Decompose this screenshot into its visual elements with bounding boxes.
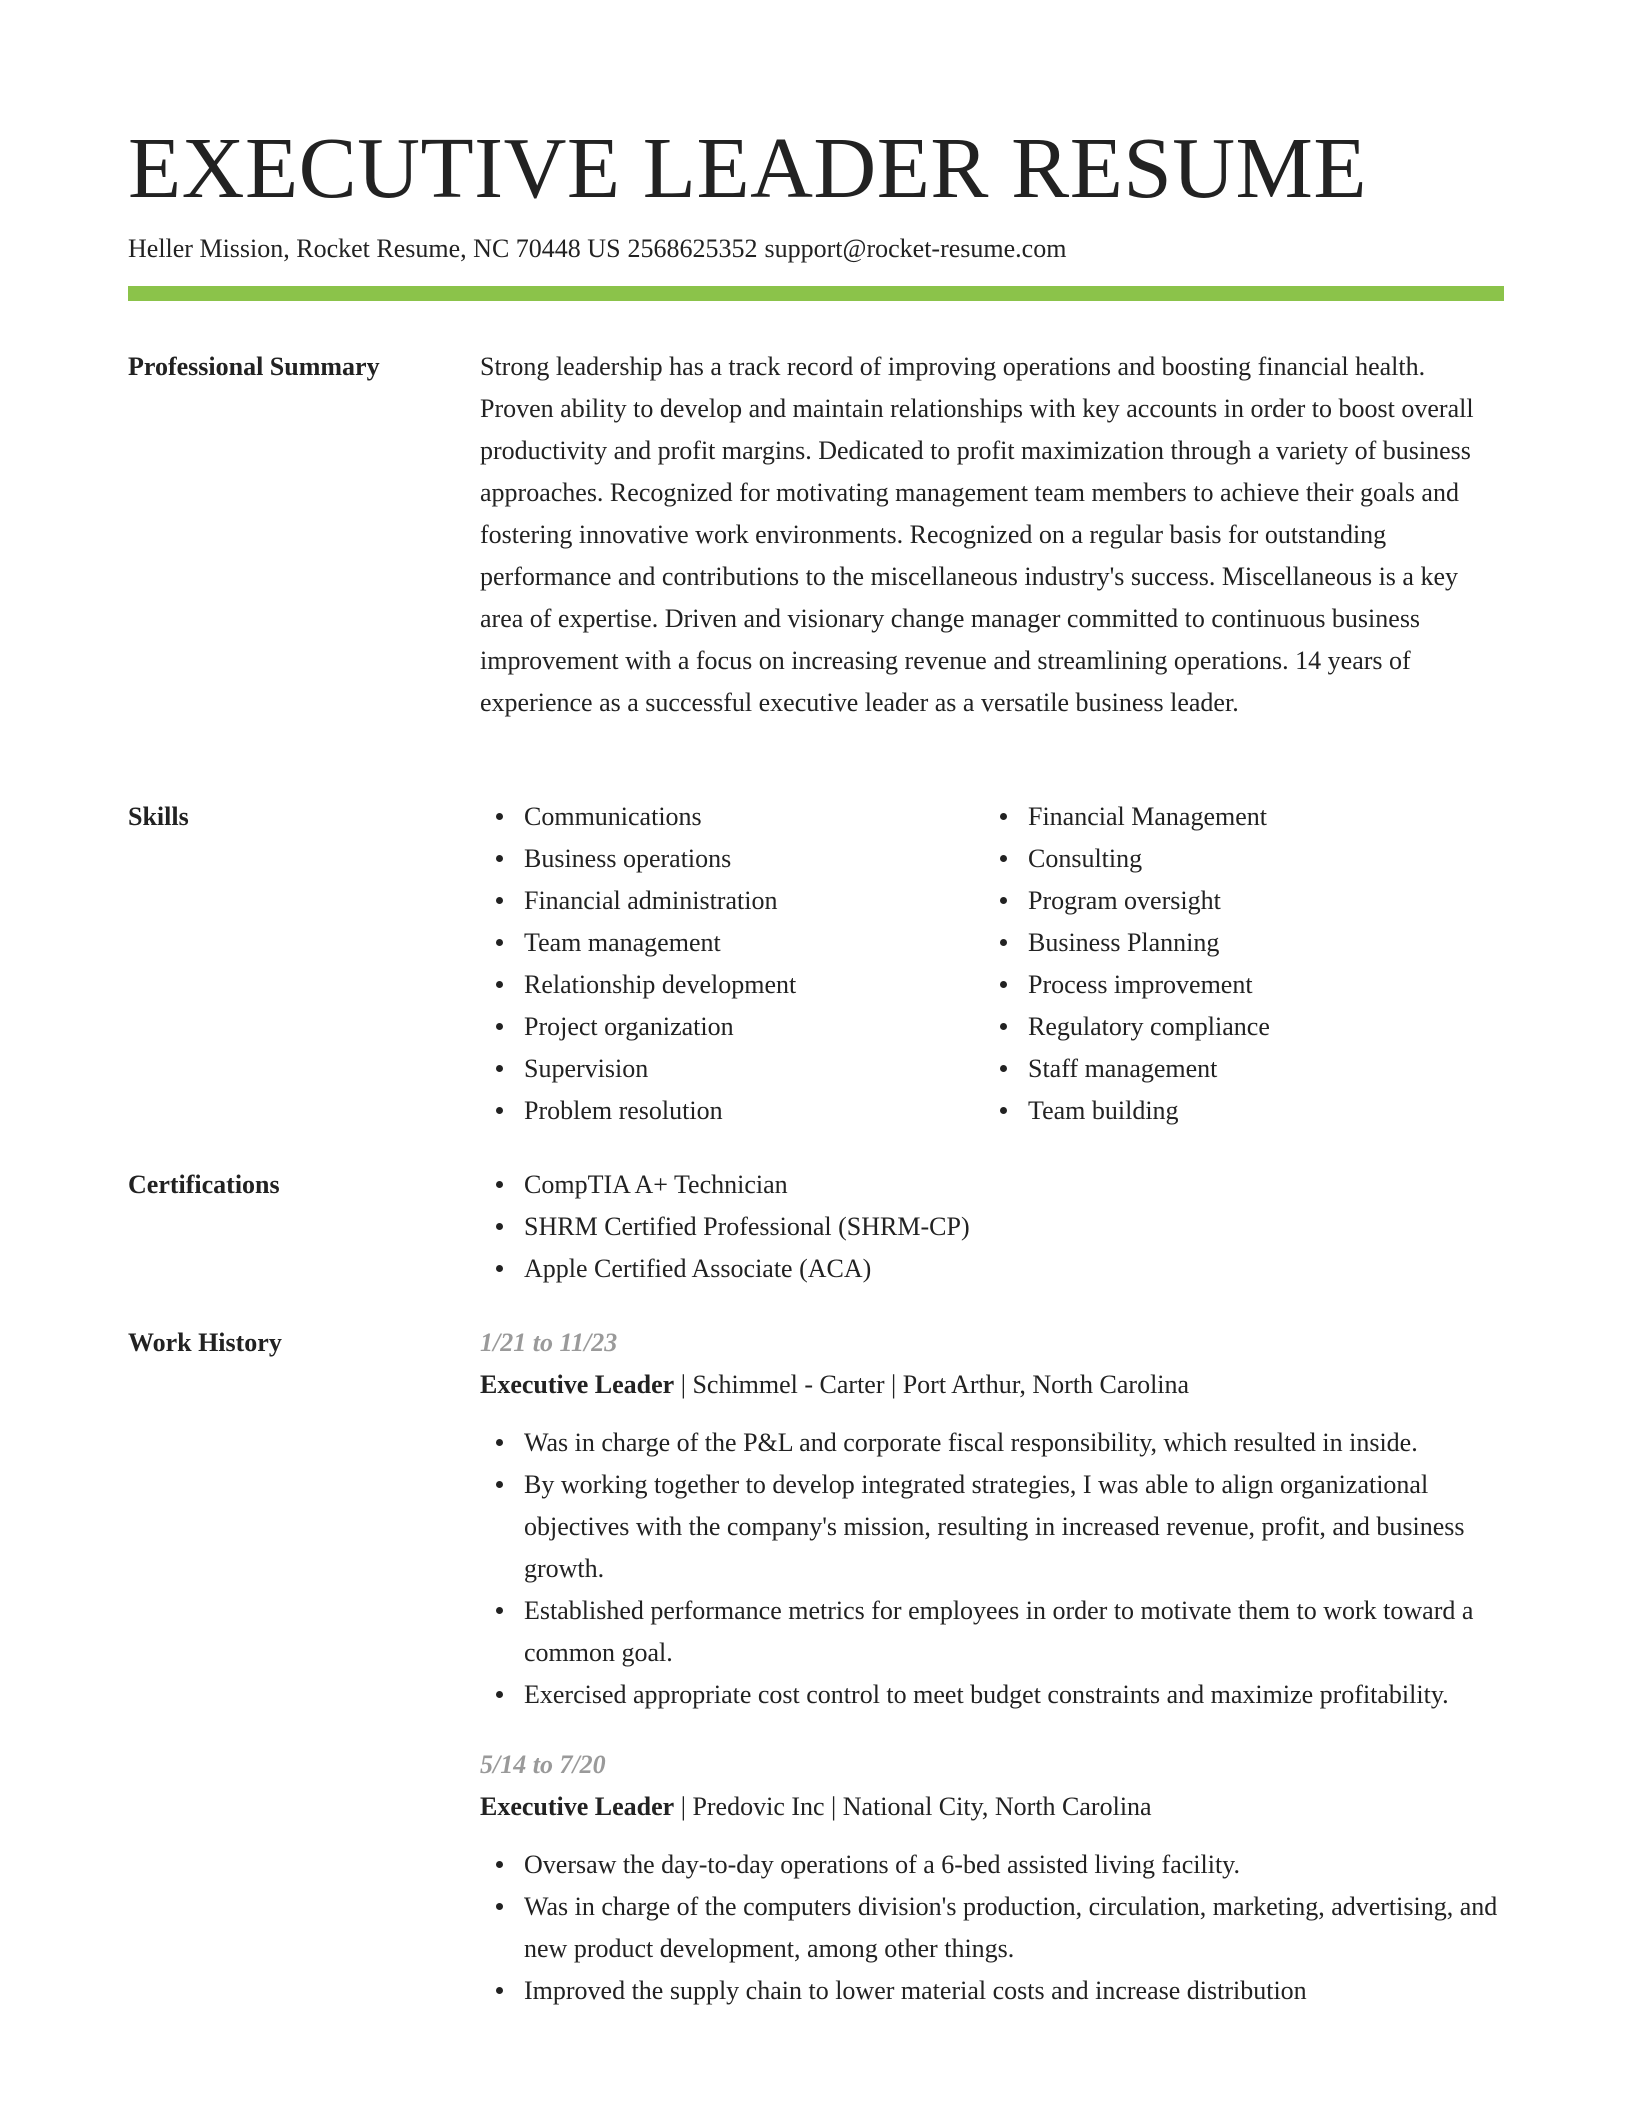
- header-divider: [128, 286, 1504, 301]
- job-bullet: Was in charge of the computers division's production, circulation, marketing, advertising, and new product development, among other things.: [480, 1886, 1504, 1970]
- job-title-line: [480, 1364, 1504, 1406]
- job-dates: 1/21 to 11/23: [480, 1328, 618, 1357]
- contact-address: Heller Mission, Rocket Resume, NC 70448 US: [128, 234, 621, 263]
- skill-item: Communications: [480, 796, 984, 838]
- job-bullet: By working together to develop integrated strategies, I was able to align organizational objectives with the company's mission, resulting in increased revenue, profit, and business growth.: [480, 1464, 1504, 1590]
- skills-label: Skills: [128, 802, 189, 831]
- summary-text: Strong leadership has a track record of improving operations and boosting financial health. Proven ability to develop and maintain relationships with key accounts in order to boost overall productivity and profit margins. Dedicated to profit maximization through a variety of business approaches. Recognized for motivating management team members to achieve their goals and fostering innovative work environments. Recognized on a regular basis for outstanding performance and contributions to the miscellaneous industry's success. Miscellaneous is a key area of expertise. Driven and visionary change manager committed to continuous business improvement with a focus on increasing revenue and streamlining operations. 14 years of experience as a successful executive leader as a versatile business leader.: [480, 352, 1474, 717]
- skill-item: Business Planning: [984, 922, 1488, 964]
- job-title: Executive Leader: [480, 1792, 675, 1821]
- job-details: | Schimmel - Carter | Port Arthur, North Carolina: [674, 1370, 1190, 1399]
- job-details: | Predovic Inc | National City, North Carolina: [674, 1792, 1152, 1821]
- contact-email: support@rocket-resume.com: [764, 234, 1067, 263]
- skills-list-right: [984, 796, 1488, 1132]
- work-history-label: Work History: [128, 1328, 282, 1357]
- skill-item: Staff management: [984, 1048, 1488, 1090]
- job-bullet: Was in charge of the P&L and corporate fiscal responsibility, which resulted in inside.: [480, 1422, 1504, 1464]
- contact-phone: 2568625352: [627, 234, 758, 263]
- work-history-body: [480, 1322, 1504, 2012]
- summary-label: Professional Summary: [128, 352, 380, 381]
- resume-title: EXECUTIVE LEADER RESUME: [128, 119, 1368, 216]
- skill-item: Supervision: [480, 1048, 984, 1090]
- job-dates: 5/14 to 7/20: [480, 1750, 606, 1779]
- skills-body: [480, 796, 1504, 1132]
- certification-item: Apple Certified Associate (ACA): [480, 1248, 1504, 1290]
- certification-item: CompTIA A+ Technician: [480, 1164, 1504, 1206]
- summary-body: [480, 346, 1504, 724]
- job-title-line: [480, 1786, 1504, 1828]
- skill-item: Business operations: [480, 838, 984, 880]
- job-bullets: [480, 1844, 1504, 2012]
- certification-item: SHRM Certified Professional (SHRM-CP): [480, 1206, 1504, 1248]
- skill-item: Process improvement: [984, 964, 1488, 1006]
- skill-item: Financial administration: [480, 880, 984, 922]
- skill-item: Regulatory compliance: [984, 1006, 1488, 1048]
- contact-line: [128, 232, 1066, 266]
- job-bullet: Established performance metrics for employees in order to motivate them to work toward a common goal.: [480, 1590, 1504, 1674]
- skill-item: Team building: [984, 1090, 1488, 1132]
- job-bullet: Oversaw the day-to-day operations of a 6-bed assisted living facility.: [480, 1844, 1504, 1886]
- skills-list-left: [480, 796, 984, 1132]
- job-bullet: Improved the supply chain to lower material costs and increase distribution: [480, 1970, 1504, 2012]
- skill-item: Consulting: [984, 838, 1488, 880]
- certifications-body: [480, 1164, 1504, 1290]
- job-title: Executive Leader: [480, 1370, 675, 1399]
- skill-item: Team management: [480, 922, 984, 964]
- job-bullets: [480, 1422, 1504, 1716]
- skill-item: Problem resolution: [480, 1090, 984, 1132]
- job-bullet: Exercised appropriate cost control to meet budget constraints and maximize profitability.: [480, 1674, 1504, 1716]
- certifications-label: Certifications: [128, 1170, 280, 1199]
- job-entry: [480, 1322, 1504, 1716]
- skill-item: Financial Management: [984, 796, 1488, 838]
- certifications-list: [480, 1164, 1504, 1290]
- job-entry: [480, 1744, 1504, 2012]
- skill-item: Project organization: [480, 1006, 984, 1048]
- skill-item: Program oversight: [984, 880, 1488, 922]
- skill-item: Relationship development: [480, 964, 984, 1006]
